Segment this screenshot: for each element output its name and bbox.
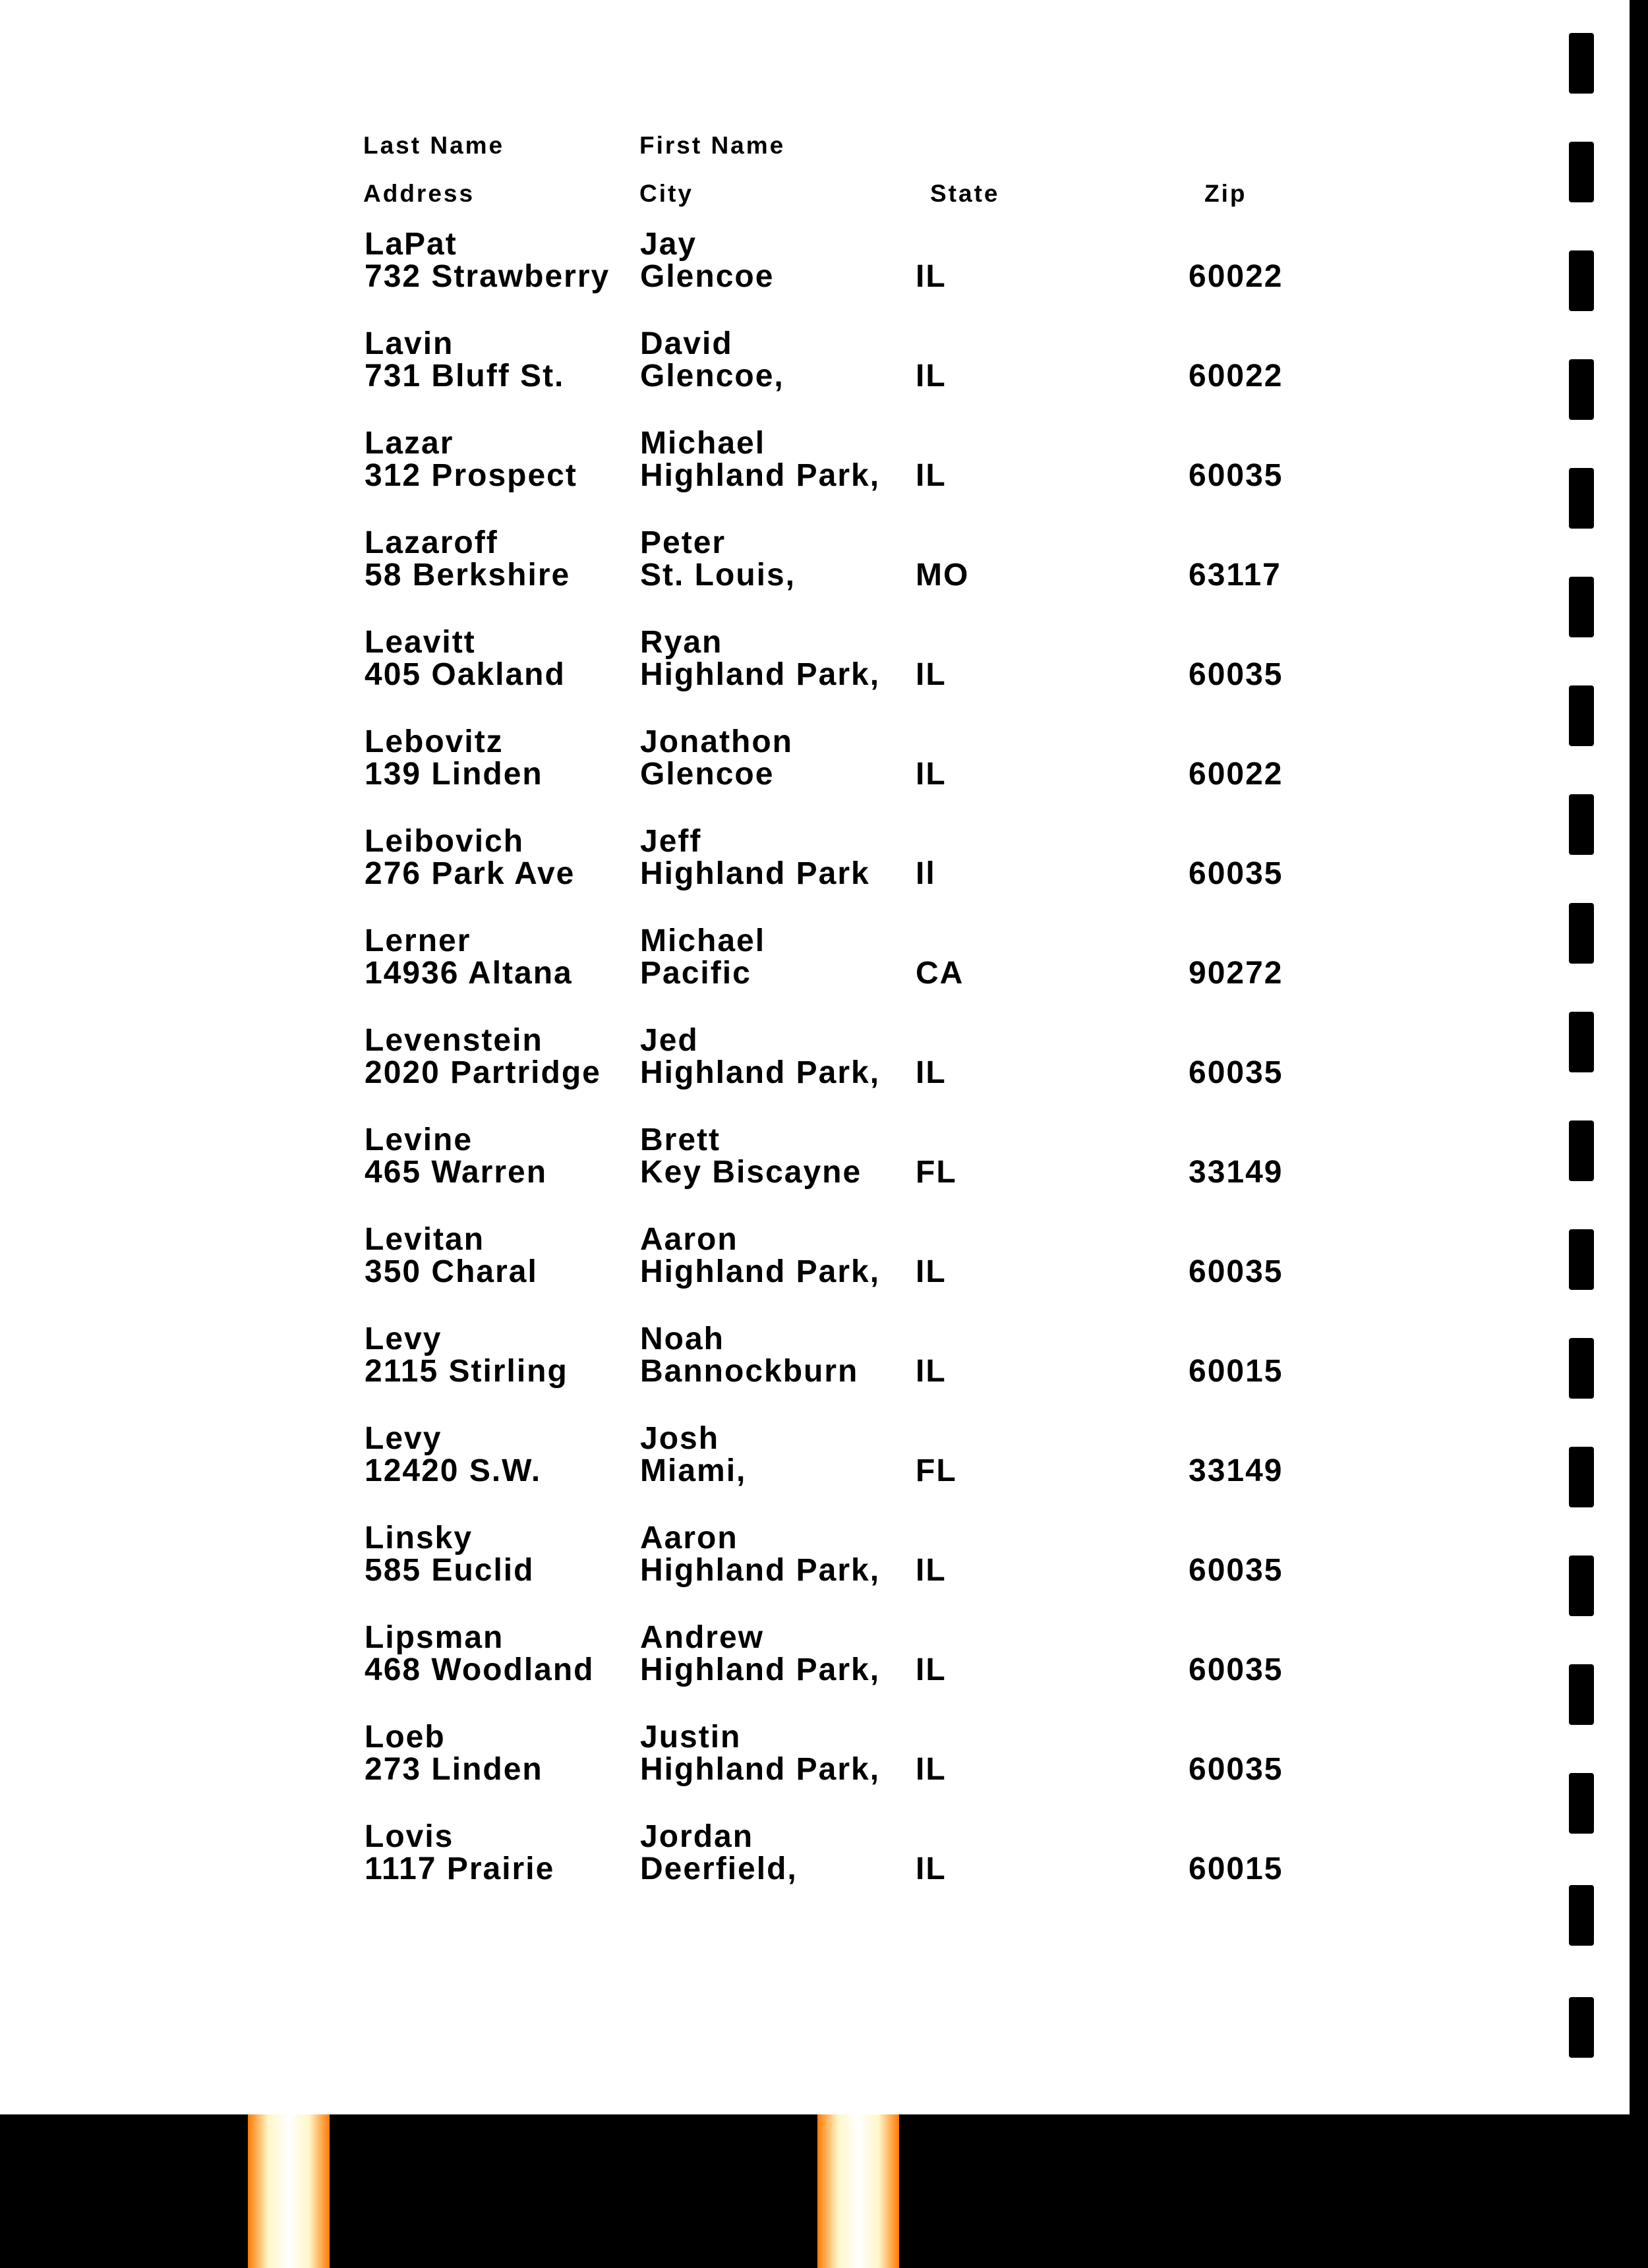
state: CA bbox=[916, 956, 964, 991]
state: IL bbox=[916, 1553, 947, 1588]
list-item bbox=[0, 627, 1630, 699]
city: Miami, bbox=[640, 1453, 747, 1488]
state: Il bbox=[916, 856, 936, 891]
city: Glencoe bbox=[640, 757, 775, 792]
address: 732 Strawberry bbox=[365, 259, 610, 294]
address: 312 Prospect bbox=[365, 458, 577, 493]
zip: 60035 bbox=[1189, 1254, 1283, 1289]
address: 276 Park Ave bbox=[365, 856, 575, 891]
last-name: Lavin bbox=[365, 326, 454, 361]
punch-hole bbox=[1569, 142, 1594, 202]
list-item bbox=[0, 826, 1630, 898]
first-name: David bbox=[640, 326, 733, 361]
first-name: Michael bbox=[640, 426, 766, 461]
list-item bbox=[0, 428, 1630, 500]
last-name: Lazaroff bbox=[365, 525, 498, 560]
last-name: Leavitt bbox=[365, 625, 476, 660]
zip: 60035 bbox=[1189, 657, 1283, 692]
zip: 63117 bbox=[1189, 558, 1281, 593]
city: Highland Park, bbox=[640, 1652, 881, 1687]
list-item bbox=[0, 1523, 1630, 1595]
state: IL bbox=[916, 1752, 947, 1787]
last-name: Levy bbox=[365, 1322, 442, 1356]
address: 405 Oakland bbox=[365, 657, 566, 692]
zip: 60022 bbox=[1189, 359, 1283, 393]
state: IL bbox=[916, 1254, 947, 1289]
list-item bbox=[0, 726, 1630, 799]
list-item bbox=[0, 1025, 1630, 1097]
first-name: Peter bbox=[640, 525, 726, 560]
state: IL bbox=[916, 1055, 947, 1090]
address: 585 Euclid bbox=[365, 1553, 535, 1588]
zip: 60035 bbox=[1189, 458, 1283, 493]
address: 2115 Stirling bbox=[365, 1354, 568, 1389]
list-item bbox=[0, 1323, 1630, 1396]
first-name: Jonathon bbox=[640, 724, 793, 759]
address: 58 Berkshire bbox=[365, 558, 571, 593]
first-name: Aaron bbox=[640, 1222, 738, 1257]
list-item bbox=[0, 1124, 1630, 1197]
zip: 60035 bbox=[1189, 856, 1283, 891]
zip: 33149 bbox=[1189, 1453, 1283, 1488]
zip: 60035 bbox=[1189, 1055, 1283, 1090]
last-name: Levy bbox=[365, 1421, 442, 1456]
first-name: Michael bbox=[640, 923, 766, 958]
list-item bbox=[0, 328, 1630, 401]
state: IL bbox=[916, 1354, 947, 1389]
header-city: City bbox=[639, 180, 693, 207]
address: 1117 Prairie bbox=[365, 1851, 555, 1886]
address: 731 Bluff St. bbox=[365, 359, 565, 393]
header-zip: Zip bbox=[1204, 180, 1247, 207]
city: St. Louis, bbox=[640, 558, 796, 593]
last-name: LaPat bbox=[365, 227, 457, 262]
state: IL bbox=[916, 458, 947, 493]
punch-hole bbox=[1569, 33, 1594, 94]
list-item bbox=[0, 229, 1630, 301]
state: FL bbox=[916, 1155, 957, 1190]
last-name: Lipsman bbox=[365, 1620, 504, 1655]
last-name: Levine bbox=[365, 1122, 473, 1157]
state: MO bbox=[916, 558, 970, 593]
last-name: Levenstein bbox=[365, 1023, 543, 1058]
zip: 60022 bbox=[1189, 757, 1283, 792]
header-last-name: Last Name bbox=[363, 132, 505, 159]
zip: 60035 bbox=[1189, 1752, 1283, 1787]
city: Key Biscayne bbox=[640, 1155, 862, 1190]
city: Highland Park, bbox=[640, 657, 881, 692]
header-state: State bbox=[930, 180, 1000, 207]
last-name: Linsky bbox=[365, 1521, 473, 1556]
address: 273 Linden bbox=[365, 1752, 543, 1787]
zip: 60015 bbox=[1189, 1354, 1283, 1389]
city: Highland Park, bbox=[640, 458, 881, 493]
city: Pacific bbox=[640, 956, 751, 991]
list-item bbox=[0, 1423, 1630, 1496]
zip: 60022 bbox=[1189, 259, 1283, 294]
city: Highland Park, bbox=[640, 1553, 881, 1588]
state: IL bbox=[916, 259, 947, 294]
last-name: Lerner bbox=[365, 923, 471, 958]
zip: 33149 bbox=[1189, 1155, 1283, 1190]
first-name: Aaron bbox=[640, 1521, 738, 1556]
zip: 60035 bbox=[1189, 1652, 1283, 1687]
list-item bbox=[0, 925, 1630, 998]
last-name: Levitan bbox=[365, 1222, 485, 1257]
first-name: Jed bbox=[640, 1023, 699, 1058]
state: IL bbox=[916, 359, 947, 393]
first-name: Ryan bbox=[640, 625, 723, 660]
state: IL bbox=[916, 1851, 947, 1886]
address: 2020 Partridge bbox=[365, 1055, 601, 1090]
punch-hole bbox=[1569, 1997, 1594, 2058]
state: IL bbox=[916, 1652, 947, 1687]
state: IL bbox=[916, 757, 947, 792]
zip: 60015 bbox=[1189, 1851, 1283, 1886]
list-item bbox=[0, 1722, 1630, 1794]
city: Highland Park bbox=[640, 856, 870, 891]
punch-hole bbox=[1569, 1885, 1594, 1946]
first-name: Jay bbox=[640, 227, 697, 262]
list-item bbox=[0, 1821, 1630, 1894]
list-item bbox=[0, 527, 1630, 600]
list-item bbox=[0, 1622, 1630, 1695]
first-name: Jordan bbox=[640, 1819, 754, 1854]
city: Bannockburn bbox=[640, 1354, 859, 1389]
address: 350 Charal bbox=[365, 1254, 538, 1289]
first-name: Noah bbox=[640, 1322, 724, 1356]
address: 12420 S.W. bbox=[365, 1453, 542, 1488]
first-name: Andrew bbox=[640, 1620, 765, 1655]
header-first-name: First Name bbox=[639, 132, 786, 159]
city: Glencoe, bbox=[640, 359, 784, 393]
first-name: Josh bbox=[640, 1421, 720, 1456]
last-name: Lebovitz bbox=[365, 724, 504, 759]
scan-glare bbox=[248, 2114, 330, 2268]
city: Highland Park, bbox=[640, 1254, 881, 1289]
first-name: Brett bbox=[640, 1122, 721, 1157]
zip: 90272 bbox=[1189, 956, 1283, 991]
address: 465 Warren bbox=[365, 1155, 548, 1190]
city: Highland Park, bbox=[640, 1055, 881, 1090]
last-name: Lazar bbox=[365, 426, 454, 461]
city: Deerfield, bbox=[640, 1851, 798, 1886]
address: 14936 Altana bbox=[365, 956, 573, 991]
first-name: Justin bbox=[640, 1720, 742, 1755]
header-address: Address bbox=[363, 180, 475, 207]
city: Highland Park, bbox=[640, 1752, 881, 1787]
city: Glencoe bbox=[640, 259, 775, 294]
address: 468 Woodland bbox=[365, 1652, 595, 1687]
last-name: Leibovich bbox=[365, 824, 525, 859]
first-name: Jeff bbox=[640, 824, 702, 859]
scan-glare bbox=[817, 2114, 899, 2268]
list-item bbox=[0, 1224, 1630, 1296]
state: FL bbox=[916, 1453, 957, 1488]
last-name: Lovis bbox=[365, 1819, 454, 1854]
state: IL bbox=[916, 657, 947, 692]
last-name: Loeb bbox=[365, 1720, 446, 1755]
address: 139 Linden bbox=[365, 757, 543, 792]
zip: 60035 bbox=[1189, 1553, 1283, 1588]
